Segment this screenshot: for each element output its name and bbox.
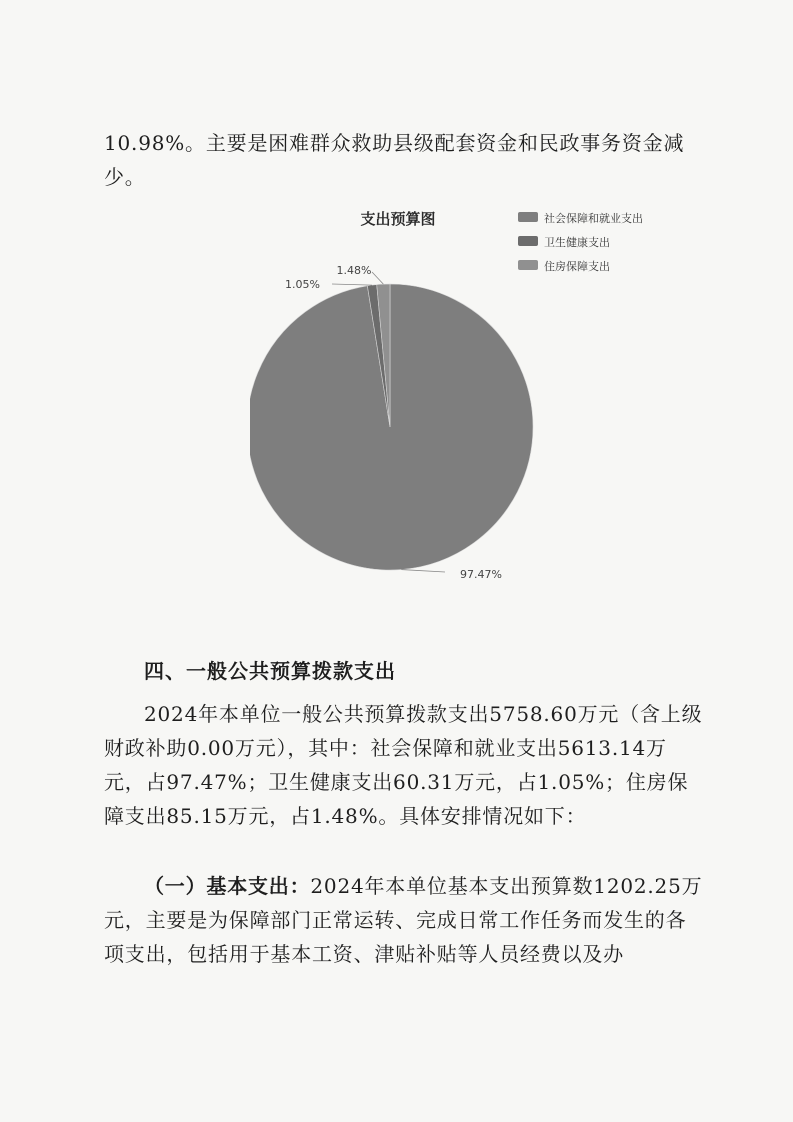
legend-label-2: 卫生健康支出 xyxy=(544,236,610,249)
data-label-3: 1.48% xyxy=(336,264,372,277)
legend-label-3: 住房保障支出 xyxy=(544,260,610,273)
pie-chart xyxy=(250,200,680,595)
paragraph-label: （一）基本支出： xyxy=(144,874,311,898)
legend-swatch-3 xyxy=(518,260,538,270)
chart-legend xyxy=(518,211,643,273)
section-heading: 四、一般公共预算拨款支出 xyxy=(144,659,396,683)
section-paragraph-2 xyxy=(104,869,704,971)
leader-line-3 xyxy=(372,272,383,284)
pie-slice-1 xyxy=(250,284,533,570)
legend-swatch-2 xyxy=(518,236,538,246)
intro-paragraph: 10.98%。主要是困难群众救助县级配套资金和民政事务资金减少。 xyxy=(104,131,685,189)
chart-title: 支出预算图 xyxy=(360,210,436,228)
legend-swatch-1 xyxy=(518,212,538,222)
paragraph-body: 2024年本单位基本支出预算数1202.25万元，主要是为保障部门正常运转、完成日常工作任务而发生的各项支出，包括用于基本工资、津贴补贴等人员经费以及办 xyxy=(104,874,703,966)
pie-slices xyxy=(250,284,533,570)
data-label-1: 97.47% xyxy=(460,568,502,581)
leader-line-1 xyxy=(401,570,445,572)
section-paragraph-1: 2024年本单位一般公共预算拨款支出5758.60万元（含上级财政补助0.00万元），其中：社会保障和就业支出5613.14万元，占97.47%；卫生健康支出60.31万元，占1.05%；住房保障支出85.15万元，占1.48%。具体安排情况如下： xyxy=(104,702,703,828)
leader-line-2 xyxy=(332,284,372,285)
data-label-2: 1.05% xyxy=(285,278,320,291)
legend-label-1: 社会保障和就业支出 xyxy=(544,212,643,225)
